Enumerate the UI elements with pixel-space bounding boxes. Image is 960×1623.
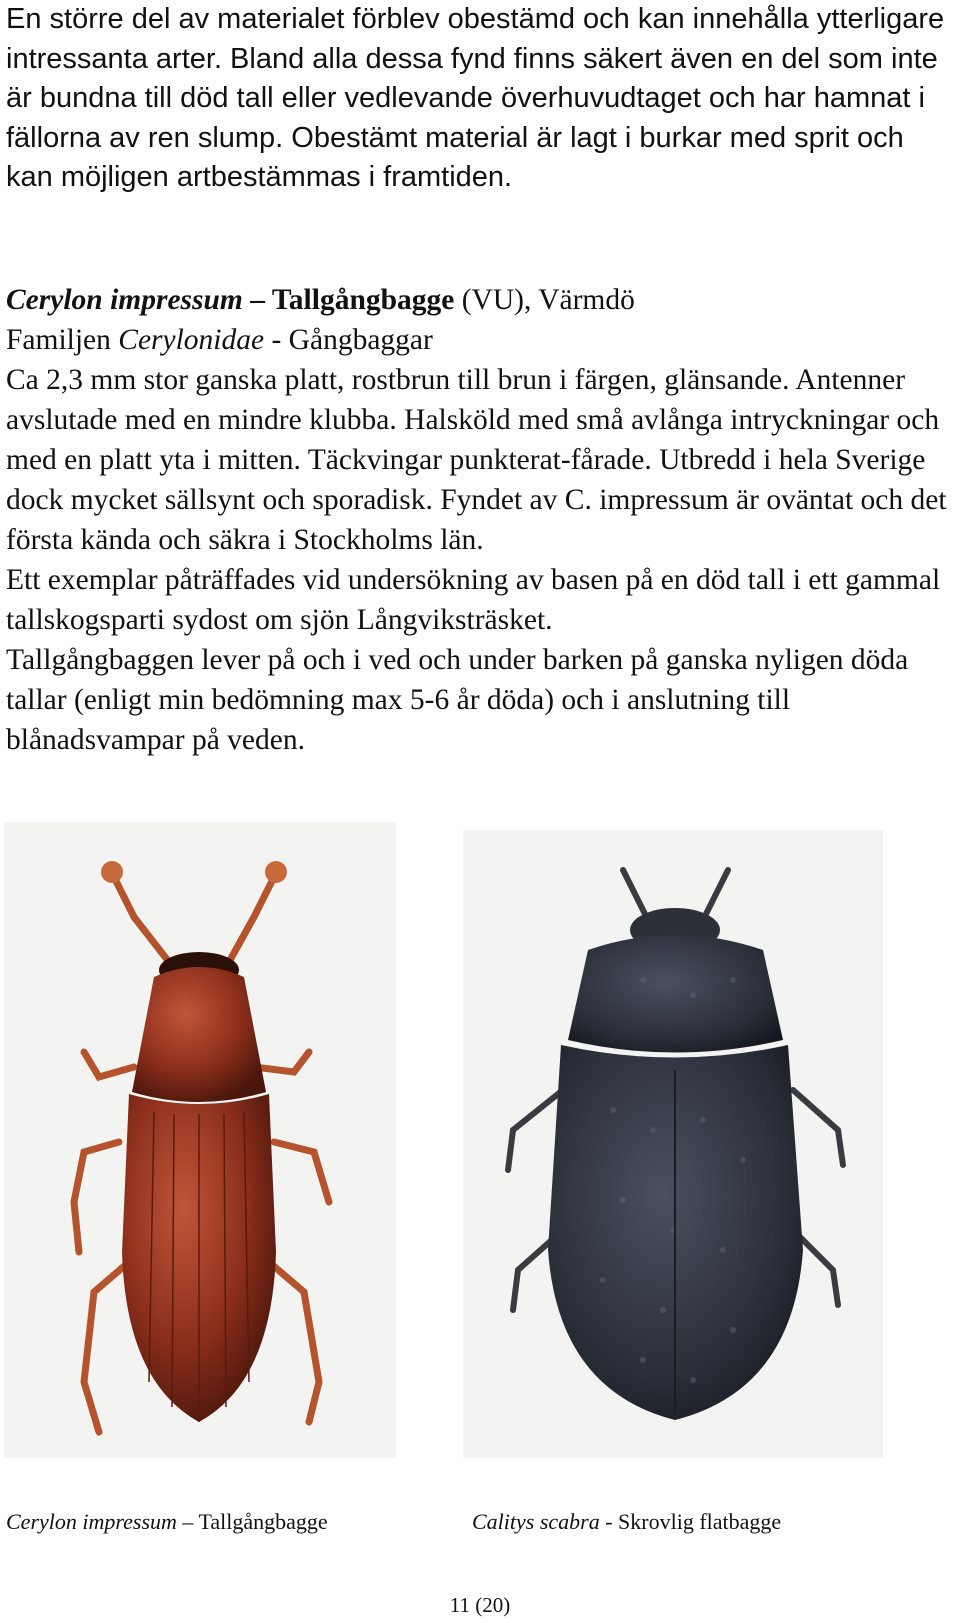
photo-calitys-scabra: [463, 830, 883, 1458]
species-status-location: (VU), Värmdö: [454, 284, 635, 316]
beetle-illustration-2: [463, 830, 883, 1458]
beetle-illustration-1: [4, 822, 396, 1458]
family-line: [6, 320, 956, 360]
caption-2-rest: - Skrovlig flatbagge: [599, 1509, 782, 1534]
intro-paragraph: En större del av materialet förblev obestämd och kan innehålla ytterligare intressanta arter. Bland alla dessa fynd finns säkert även en del som inte är bundna till död tall eller vedlevande överhuvudtaget och har hamnat i fällorna av ren slump. Obestämt material är lagt i burkar med sprit och kan möjligen artbestämmas i framtiden.: [6, 3, 945, 193]
species-common-name: Tallgångbagge: [271, 284, 455, 316]
species-ecology: Tallgångbaggen lever på och i ved och under barken på ganska nyligen döda tallar (enligt min bedömning max 5-6 år döda) och i anslutning till blånadsvampar på veden.: [6, 644, 909, 756]
species-find: Ett exemplar påträffades vid undersökning av basen på en död tall i ett gammal tallskogsparti sydost om sjön Långviksträsket.: [6, 564, 941, 636]
page-number: 11 (20): [449, 1593, 511, 1617]
caption-2-italic: Calitys scabra: [472, 1509, 600, 1534]
family-suffix: - Gångbaggar: [264, 324, 433, 356]
heading-dash: –: [242, 284, 272, 316]
species-heading: [6, 280, 956, 320]
caption-1-italic: Cerylon impressum: [6, 1509, 177, 1534]
photo-cerylon-impressum: [4, 822, 396, 1458]
family-prefix: Familjen: [6, 324, 119, 356]
family-name: Cerylonidae: [118, 324, 265, 356]
species-description: Ca 2,3 mm stor ganska platt, rostbrun till brun i färgen, glänsande. Antenner avslutade med en mindre klubba. Halsköld med små avlånga intryckningar och med en platt yta i mitten. Täckvingar punkterat-fårade. Utbredd i hela Sverige dock mycket sällsynt och sporadisk. Fyndet av C. impressum är oväntat och det första kända och säkra i Stockholms län.: [6, 364, 947, 556]
caption-1-rest: – Tallgångbagge: [176, 1509, 328, 1534]
caption-calitys-scabra: [472, 1508, 781, 1536]
species-section: [6, 280, 956, 760]
caption-cerylon-impressum: [6, 1508, 328, 1536]
species-scientific-name: Cerylon impressum: [6, 284, 243, 316]
